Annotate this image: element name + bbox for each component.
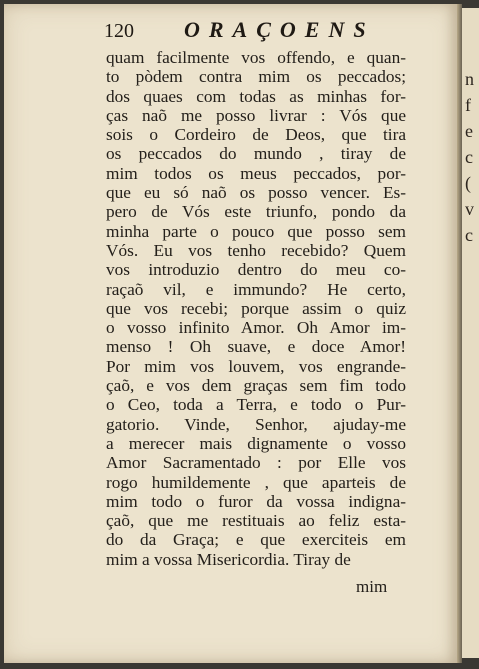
text-line: quam facilmente vos offendo, e quan- <box>106 48 406 67</box>
text-line: o Ceo, toda a Terra, e todo o Pur- <box>106 395 406 415</box>
text-line: o vosso infinito Amor. Oh Amor im- <box>106 318 406 338</box>
page-number: 120 <box>104 20 134 42</box>
text-line: Amor Sacramentado : por Elle vos <box>106 453 406 473</box>
text-line: çaõ, que me restituais ao feliz esta- <box>106 511 406 531</box>
text-line: raçaõ vil, e immundo? He certo, <box>106 279 406 299</box>
text-line: vos introduzio dentro do meu co- <box>106 260 406 280</box>
text-line: sois o Cordeiro de Deos, que tira <box>106 125 406 145</box>
facing-page-letter: n <box>465 69 474 89</box>
text-line: mim a vossa Misericordia. Tiray de <box>106 549 351 569</box>
page-header <box>104 16 404 46</box>
text-line: to pòdem contra mim os peccados; <box>106 67 406 87</box>
text-line: mim todos os meus peccados, por- <box>106 163 406 183</box>
text-line: ças naõ me posso livrar : Vós que <box>106 105 406 125</box>
text-line: os peccados do mundo , tiray de <box>106 144 406 164</box>
running-title: ORAÇOENS <box>184 17 375 42</box>
text-line: menso ! Oh suave, e doce Amor! <box>106 337 406 357</box>
text-line: que vos recebi; porque assim o quiz <box>106 298 406 318</box>
text-line: que eu só naõ os posso vencer. Es- <box>106 183 406 203</box>
text-line: do da Graça; e que exerciteis em <box>106 530 406 550</box>
facing-page-letter: c <box>465 147 473 167</box>
facing-page-letters <box>465 66 474 248</box>
text-line: çaõ, e vos dem graças sem fim todo <box>106 376 406 396</box>
facing-page-letter: e <box>465 121 473 141</box>
facing-page-edge <box>462 8 479 658</box>
text-line: gatorio. Vinde, Senhor, ajuday-me <box>106 414 406 434</box>
text-line: a merecer mais dignamente o vosso <box>106 433 406 453</box>
text-line: pero de Vós este triunfo, pondo da <box>106 202 406 222</box>
catchword: mim <box>356 577 388 596</box>
text-line: dos quaes com todas as minhas for- <box>106 86 406 106</box>
text-line: minha parte o pouco que posso sem <box>106 221 406 241</box>
text-line: Por mim vos louvem, vos engrande- <box>106 356 406 376</box>
facing-page-letter: c <box>465 225 473 245</box>
text-line: mim todo o furor da vossa indigna- <box>106 491 406 511</box>
text-line: Vós. Eu vos tenho recebido? Quem <box>106 240 406 260</box>
facing-page-letter: ( <box>465 173 471 193</box>
facing-page-letter: f <box>465 95 471 115</box>
body-text <box>106 48 406 569</box>
text-line: rogo humildemente , que aparteis de <box>106 472 406 492</box>
facing-page-letter: v <box>465 199 474 219</box>
